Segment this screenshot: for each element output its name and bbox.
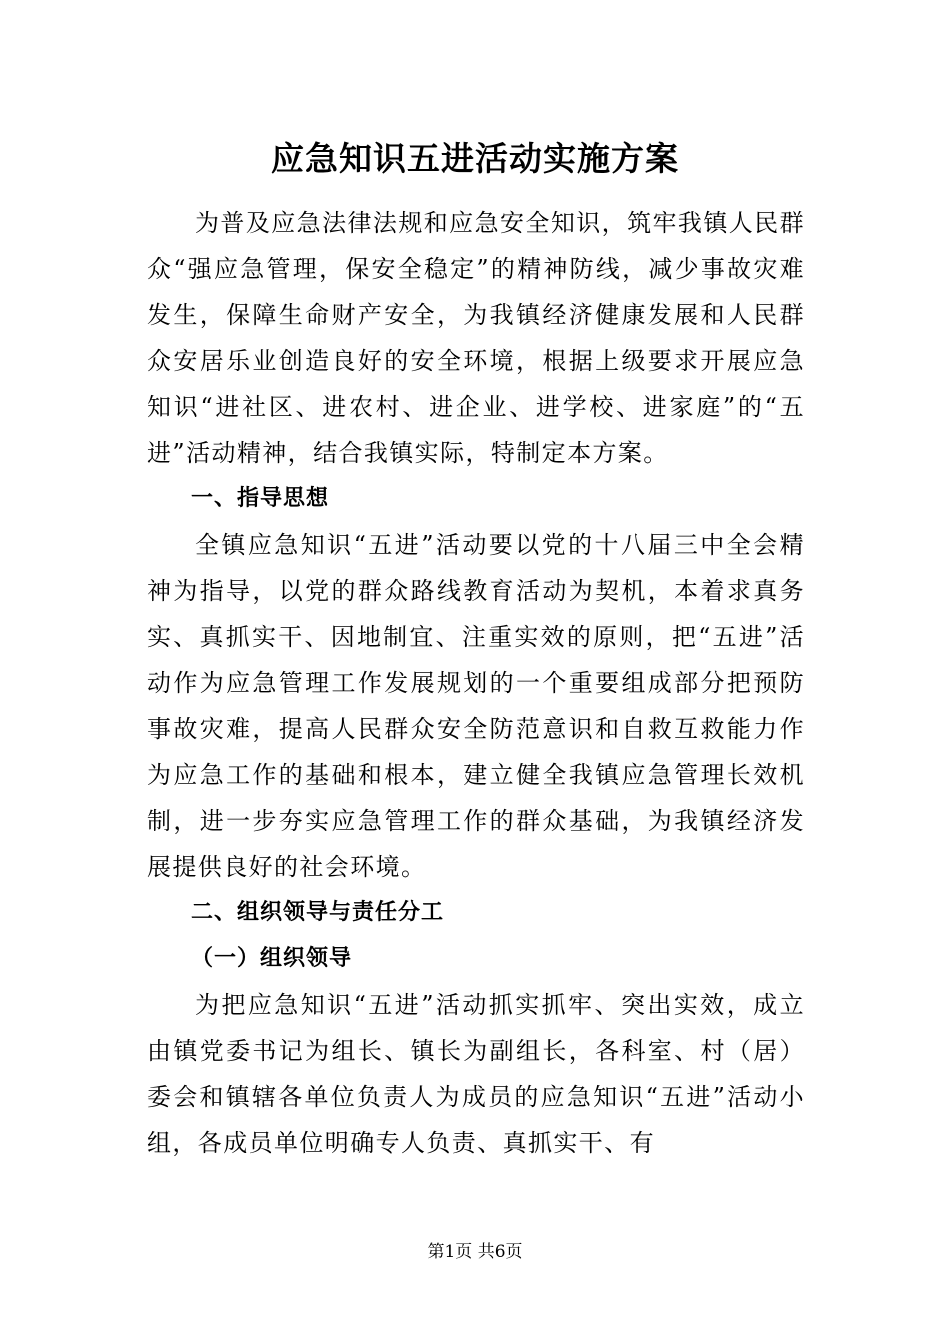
intro-paragraph: 为普及应急法律法规和应急安全知识，筑牢我镇人民群众“强应急管理，保安全稳定”的精神防线，减少事故灾难发生，保障生命财产安全，为我镇经济健康发展和人民群众安居乐业创造良好的安全环境，根据上级要求开展应急知识“进社区、进农村、进企业、进学校、进家庭”的“五进”活动精神，结合我镇实际，特制定本方案。 <box>147 209 805 467</box>
subsection-heading-leadership: （一）组织领导 <box>191 946 353 971</box>
document-title: 应急知识五进活动实施方案 <box>271 139 679 178</box>
section-heading-guiding-ideology: 一、指导思想 <box>191 486 330 511</box>
section-paragraph-guiding-ideology: 全镇应急知识“五进”活动要以党的十八届三中全会精神为指导，以党的群众路线教育活动为契机，本着求真务实、真抓实干、因地制宜、注重实效的原则，把“五进”活动作为应急管理工作发展规划的一个重要组成部分把预防事故灾难，提高人民群众安全防范意识和自救互救能力作为应急工作的基础和根本，建立健全我镇应急管理长效机制，进一步夯实应急管理工作的群众基础，为我镇经济发展提供良好的社会环境。 <box>147 531 805 881</box>
section-heading-organization: 二、组织领导与责任分工 <box>191 900 445 925</box>
document-body <box>147 200 805 1166</box>
page-number-footer: 第1页 共6页 <box>427 1242 523 1262</box>
subsection-paragraph-leadership: 为把应急知识“五进”活动抓实抓牢、突出实效，成立由镇党委书记为组长、镇长为副组长，各科室、村（居）委会和镇辖各单位负责人为成员的应急知识“五进”活动小组，各成员单位明确专人负责、真抓实干、有 <box>147 991 805 1157</box>
